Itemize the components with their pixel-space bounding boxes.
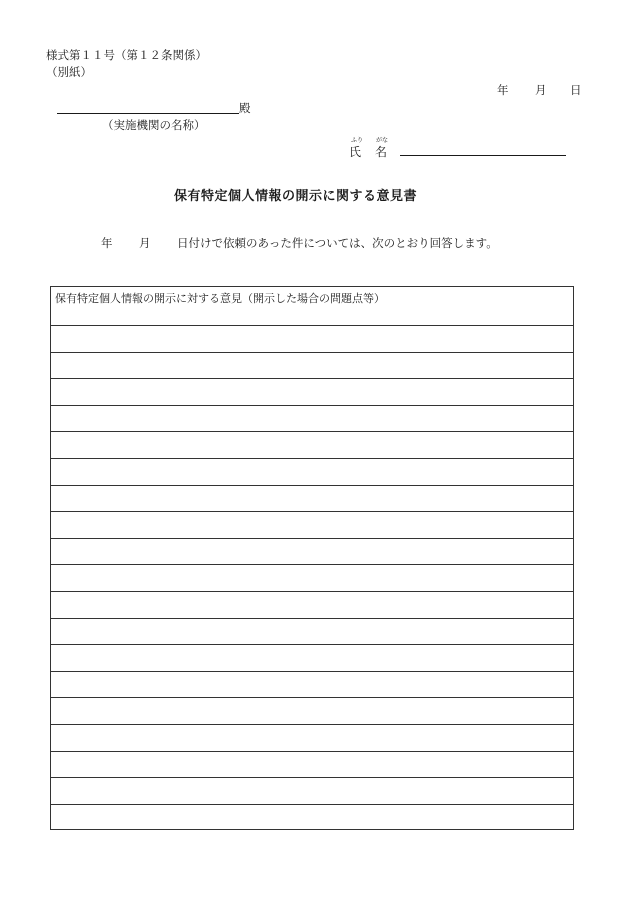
opinion-table-row[interactable] xyxy=(51,511,573,512)
addressee-honorific: 殿 xyxy=(239,101,251,115)
form-number: 様式第１１号（第１２条関係） xyxy=(46,48,207,62)
name-label-surname: 氏 xyxy=(349,145,362,159)
name-label-given: 名 xyxy=(375,145,388,159)
opinion-table-row[interactable] xyxy=(51,618,573,619)
opinion-table-row[interactable] xyxy=(51,405,573,406)
opinion-table-row[interactable] xyxy=(51,671,573,672)
opinion-table-row[interactable] xyxy=(51,564,573,565)
opinion-table-row[interactable] xyxy=(51,804,573,805)
name-furigana-label-2: がな xyxy=(376,137,389,144)
opinion-table-row[interactable] xyxy=(51,352,573,353)
opinion-table-row[interactable] xyxy=(51,644,573,645)
opinion-table-row[interactable] xyxy=(51,777,573,778)
date-year-label: 年 xyxy=(497,83,509,97)
opinion-table-row[interactable] xyxy=(51,431,573,432)
addressee-blank-line[interactable] xyxy=(57,113,239,114)
body-statement: 日付けで依頼のあった件については、次のとおり回答します。 xyxy=(177,236,498,250)
opinion-table-row[interactable] xyxy=(51,325,573,326)
attachment-label: （別紙） xyxy=(46,65,92,79)
opinion-table-row[interactable] xyxy=(51,378,573,379)
opinion-table-row[interactable] xyxy=(51,538,573,539)
agency-name-caption: （実施機関の名称） xyxy=(102,118,206,132)
document-title: 保有特定個人情報の開示に関する意見書 xyxy=(174,189,418,204)
opinion-table-row[interactable] xyxy=(51,751,573,752)
name-blank-line[interactable] xyxy=(400,155,566,156)
body-month-label: 月 xyxy=(139,236,151,250)
opinion-table-row[interactable] xyxy=(51,458,573,459)
date-day-label: 日 xyxy=(570,83,582,97)
body-year-label: 年 xyxy=(101,236,113,250)
name-furigana-label-1: ふり xyxy=(351,137,364,144)
opinion-table-row[interactable] xyxy=(51,485,573,486)
opinion-table-header: 保有特定個人情報の開示に対する意見（開示した場合の問題点等） xyxy=(55,292,385,305)
date-month-label: 月 xyxy=(535,83,547,97)
opinion-table-row[interactable] xyxy=(51,724,573,725)
opinion-table xyxy=(50,286,574,830)
opinion-table-row[interactable] xyxy=(51,697,573,698)
opinion-table-row[interactable] xyxy=(51,591,573,592)
